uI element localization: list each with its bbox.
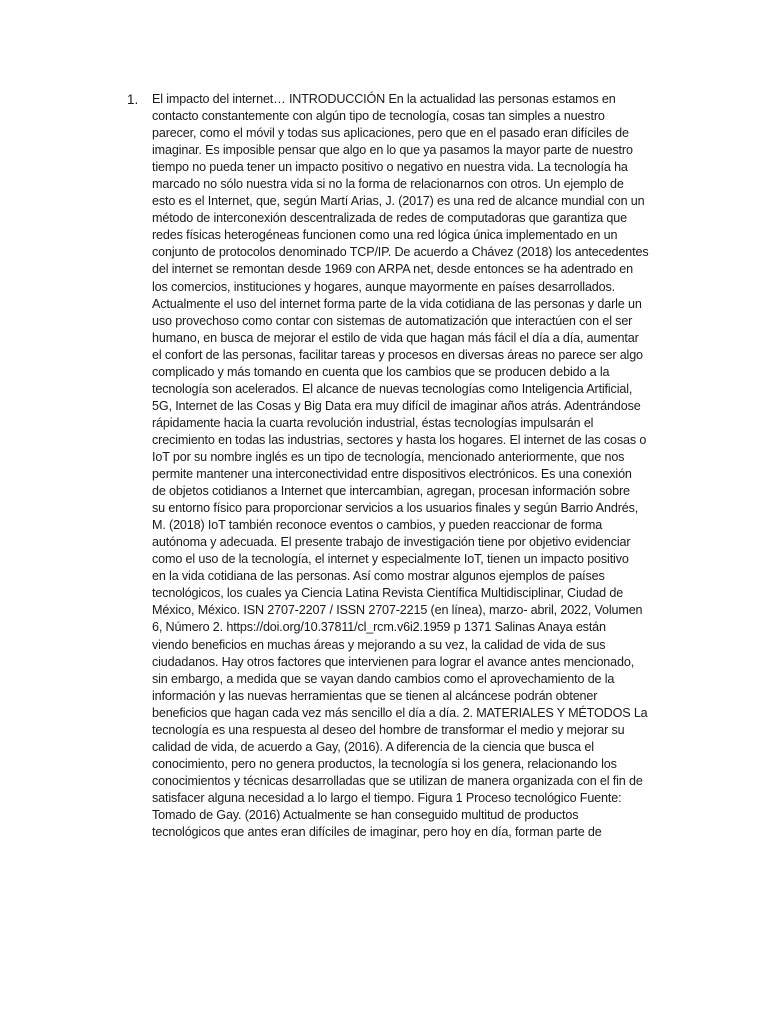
text-line: tecnológicos, los cuales ya Ciencia Latina Revista Científica Multidisciplinar, Ciudad de: [152, 586, 624, 601]
text-line: México, México. ISN 2707-2207 / ISSN 2707-2215 (en línea), marzo- abril, 2022, Volumen: [152, 603, 643, 618]
text-line: los comercios, instituciones y hogares, aunque mayormente en países desarrollados.: [152, 279, 616, 294]
text-line: tecnología es una respuesta al deseo del hombre de transformar el medio y mejorar su: [152, 722, 625, 737]
text-line: viendo beneficios en muchas áreas y mejorando a su vez, la calidad de vida de sus: [152, 637, 606, 652]
text-line: método de interconexión descentralizada de redes de computadoras que garantiza que: [152, 211, 627, 226]
text-line: el confort de las personas, facilitar tareas y procesos en diversas áreas no parece ser algo: [152, 347, 643, 362]
text-line: crecimiento en todas las industrias, sectores y hasta los hogares. El internet de las cosas o: [152, 432, 647, 447]
text-line: tecnológicos que antes eran difíciles de imaginar, pero hoy en día, forman parte de: [152, 825, 602, 840]
text-line: redes físicas heterogéneas funcionen como una red lógica única implementado en un: [152, 228, 618, 243]
text-line: beneficios que hagan cada vez más sencillo el día a día. 2. MATERIALES Y MÉTODOS La: [152, 705, 648, 720]
text-line: conocimientos y técnicas desarrolladas que se utilizan de manera organizada con el fin de: [152, 773, 643, 788]
text-line: ciudadanos. Hay otros factores que intervienen para lograr el avance antes mencionado,: [152, 654, 635, 669]
text-line: de objetos cotidianos a Internet que intercambian, agregan, procesan información sobre: [152, 484, 630, 499]
text-line: IoT por su nombre inglés es un tipo de tecnología, mencionado anteriormente, que nos: [152, 449, 625, 464]
text-line: sin embargo, a medida que se vayan dando cambios como el aprovechamiento de la: [152, 671, 615, 686]
text-line: parecer, como el móvil y todas sus aplicaciones, pero que en el pasado eran difíciles de: [152, 126, 629, 141]
text-line: Tomado de Gay. (2016) Actualmente se han conseguido multitud de productos: [152, 807, 579, 822]
text-line: El impacto del internet… INTRODUCCIÓN En la actualidad las personas estamos en: [152, 92, 616, 106]
text-line: en la vida cotidiana de las personas. Así como mostrar algunos ejemplos de países: [152, 569, 605, 584]
numbered-list-item: [127, 91, 687, 841]
text-line: rápidamente hacia la cuarta revolución industrial, éstas tecnologías impulsarán el: [152, 415, 594, 430]
text-line: contacto constantemente con algún tipo de tecnología, cosas tan simples a nuestro: [152, 109, 605, 124]
text-line: imaginar. Es imposible pensar que algo en lo que ya pasamos la mayor parte de nuestro: [152, 143, 633, 158]
list-number: 1.: [127, 92, 139, 107]
text-line: conjunto de protocolos denominado TCP/IP. De acuerdo a Chávez (2018) los antecedentes: [152, 245, 649, 260]
text-line: marcado no sólo nuestra vida si no la forma de relacionarnos con otros. Un ejemplo de: [152, 177, 624, 192]
text-line: su entorno físico para proporcionar servicios a los usuarios finales y según Barrio Andrés,: [152, 501, 639, 516]
text-line: M. (2018) IoT también reconoce eventos o cambios, y pueden reaccionar de forma: [152, 518, 603, 533]
text-line: satisfacer alguna necesidad a lo largo el tiempo. Figura 1 Proceso tecnológico Fuente:: [152, 790, 622, 805]
text-line: 6, Número 2. https://doi.org/10.37811/cl_rcm.v6i2.1959 p 1371 Salinas Anaya están: [152, 620, 606, 635]
text-line: complicado y más tomando en cuenta que los cambios que se producen debido a la: [152, 364, 610, 379]
text-line: conocimiento, pero no genera productos, la tecnología si los genera, relacionando los: [152, 756, 617, 771]
text-line: autónoma y adecuada. El presente trabajo de investigación tiene por objetivo evidenciar: [152, 535, 631, 550]
text-line: como el uso de la tecnología, el internet y especialmente IoT, tienen un impacto positivo: [152, 552, 629, 567]
text-line: permite mantener una interconectividad entre dispositivos electrónicos. Es una conexión: [152, 467, 632, 482]
text-line: Actualmente el uso del internet forma parte de la vida cotidiana de las personas y darle un: [152, 296, 642, 311]
text-line: información y las nuevas herramientas que se tienen al alcáncese podrán obtener: [152, 688, 598, 703]
paragraph-body: [152, 91, 664, 841]
text-line: del internet se remontan desde 1969 con ARPA net, desde entonces se ha adentrado en: [152, 262, 633, 277]
text-line: tiempo no pueda tener un impacto positivo o negativo en nuestra vida. La tecnología ha: [152, 160, 628, 175]
text-line: uso provechoso como contar con sistemas de automatización que interactúen con el ser: [152, 313, 633, 328]
text-line: calidad de vida, de acuerdo a Gay, (2016). A diferencia de la ciencia que busca el: [152, 739, 594, 754]
text-line: tecnología son acelerados. El alcance de nuevas tecnologías como Inteligencia Artificial,: [152, 381, 633, 396]
text-line: 5G, Internet de las Cosas y Big Data era muy difícil de imaginar años atrás. Adentrándose: [152, 398, 641, 413]
text-line: esto es el Internet, que, según Martí Arias, J. (2017) es una red de alcance mundial con un: [152, 194, 645, 209]
text-line: humano, en busca de mejorar el estilo de vida que hagan más fácil el día a día, aumentar: [152, 330, 639, 345]
